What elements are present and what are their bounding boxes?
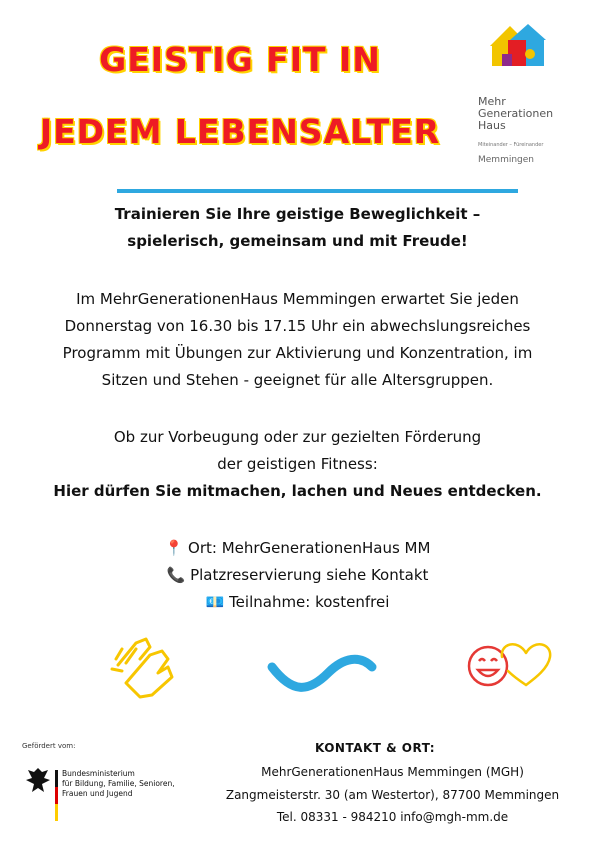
logo-city: Memmingen: [478, 155, 534, 165]
title-line-2: JEDEM LEBENSALTER: [39, 112, 441, 151]
contact-heading: KONTAKT & ORT:: [314, 741, 436, 755]
contact-organisation: MehrGenerationenHaus Memmingen (MGH): [261, 765, 524, 779]
funding-label: Gefördert vom:: [22, 742, 76, 750]
intro-heading: Trainieren Sie Ihre geistige Beweglichkeit – spielerisch, gemeinsam und mit Freude!: [114, 205, 481, 250]
decorative-icons: [0, 625, 595, 705]
info-reservation: 📞 Platzreservierung siehe Kontakt: [166, 566, 429, 584]
motivation-paragraph: Ob zur Vorbeugung oder zur gezielten Förderung der geistigen Fitness: Hier dürfen Sie mitmachen, lachen und Neues entdecken.: [53, 428, 542, 500]
logo-wordmark: Mehr Generationen Haus: [478, 95, 554, 132]
federal-eagle-icon: [26, 768, 50, 792]
info-location: 📍 Ort: MehrGenerationenHaus MM: [164, 539, 431, 557]
divider-rule: [117, 189, 518, 193]
mgh-house-logo-icon: [480, 22, 560, 82]
contact-phone-email: Tel. 08331 - 984210 info@mgh-mm.de: [276, 810, 509, 824]
info-fee: 💶 Teilnahme: kostenfrei: [205, 593, 390, 611]
logo-tagline: Miteinander – Füreinander: [478, 142, 544, 148]
ministry-name: Bundesministerium für Bildung, Familie, Senioren, Frauen und Jugend: [62, 769, 175, 798]
wave-icon: [272, 659, 372, 687]
money-icon: 💶: [205, 593, 225, 611]
info-list: [30, 535, 565, 616]
pin-icon: 📍: [164, 539, 184, 557]
title-line-1: GEISTIG FIT IN: [99, 40, 381, 79]
description-paragraph: Im MehrGenerationenHaus Memmingen erwartet Sie jeden Donnerstag von 16.30 bis 17.15 Uhr ein abwechslungsreiches Programm mit Übungen zur Aktivierung und Konzentration, im Sitzen und Stehen - geeignet für alle Altersgruppen.: [62, 290, 533, 389]
heart-icon: [502, 644, 550, 685]
phone-icon: 📞: [166, 566, 186, 584]
contact-address: Zangmeisterstr. 30 (am Westertor), 87700 Memmingen: [225, 788, 560, 802]
clapping-hands-icon: [112, 639, 172, 697]
